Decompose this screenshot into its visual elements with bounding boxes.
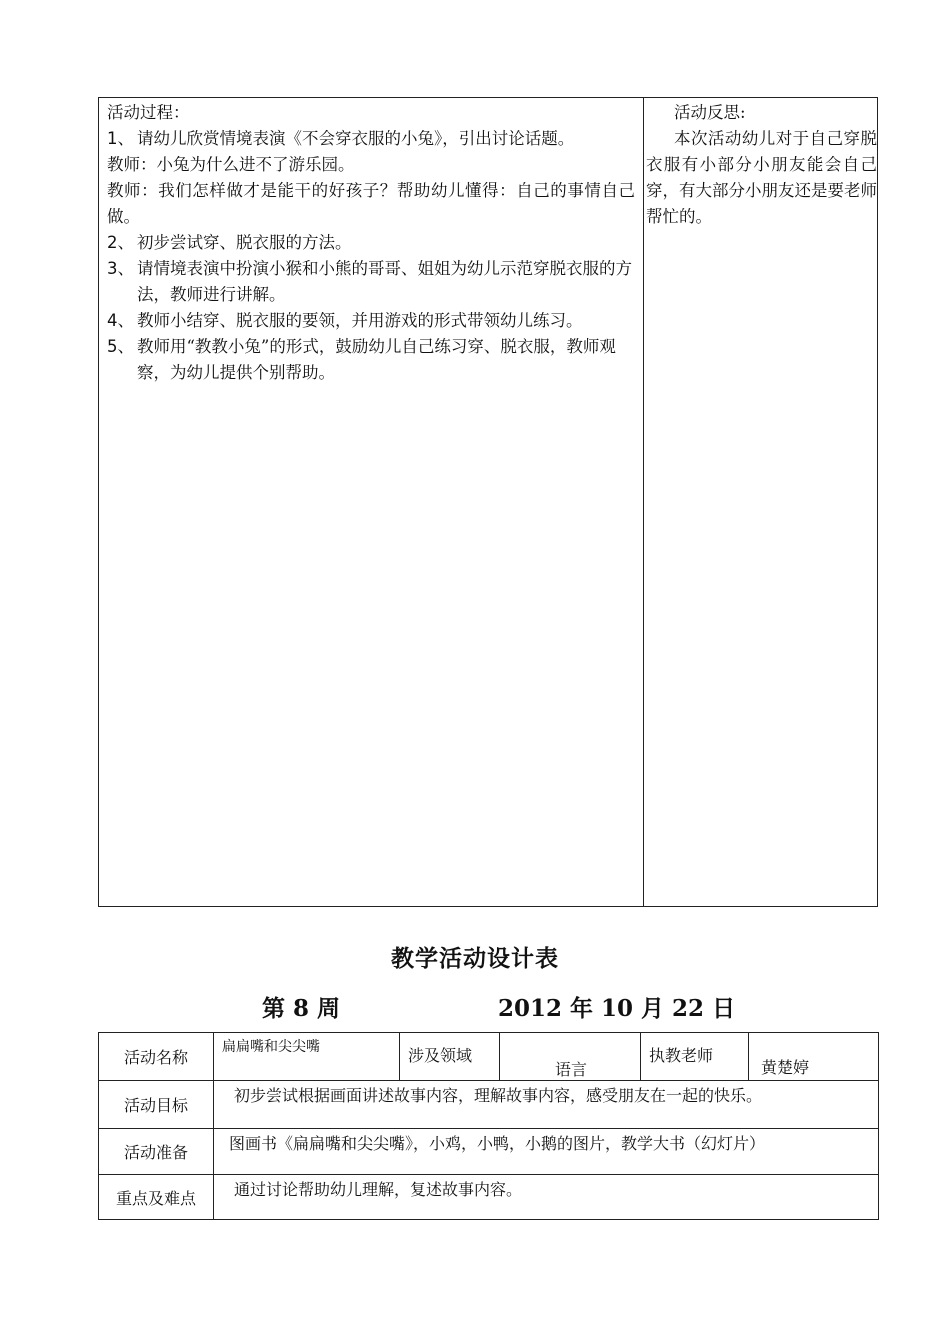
- process-item-number: 1、: [107, 129, 134, 148]
- activity-name-cell: [214, 1033, 400, 1081]
- teacher-label-cell: [641, 1033, 749, 1081]
- goal-value: 初步尝试根据画面讲述故事内容，理解故事内容，感受朋友在一起的快乐。: [234, 1086, 763, 1105]
- table-row: [99, 1129, 879, 1175]
- process-line-teacher-2: 教师：我们怎样做才是能干的好孩子？帮助幼儿懂得：自己的事情自己做。: [107, 181, 635, 226]
- reflection-text: 本次活动幼儿对于自己穿脱衣服有小部分小朋友能会自己穿，有大部分小朋友还是要老师帮忙的。: [646, 129, 877, 226]
- key-points-label: 重点及难点: [99, 1175, 214, 1220]
- process-item-text: 请幼儿欣赏情境表演《不会穿衣服的小兔》，引出讨论话题。: [137, 129, 575, 148]
- process-item-text: 教师小结穿、脱衣服的要领，并用游戏的形式带领幼儿练习。: [137, 311, 583, 330]
- preparation-cell: [214, 1129, 879, 1175]
- process-heading: 活动过程：: [107, 103, 190, 122]
- preparation-value: 图画书《扁扁嘴和尖尖嘴》，小鸡，小鸭，小鹅的图片，教学大书（幻灯片）: [229, 1134, 766, 1153]
- process-item-text: 请情境表演中扮演小猴和小熊的哥哥、姐姐为幼儿示范穿脱衣服的方法，教师进行讲解。: [137, 259, 632, 304]
- process-item-number: 4、: [107, 311, 134, 330]
- reflection-heading: 活动反思:: [674, 103, 746, 122]
- process-item-text: 初步尝试穿、脱衣服的方法。: [137, 233, 352, 252]
- table-row: [99, 1033, 879, 1081]
- preparation-label: 活动准备: [99, 1129, 214, 1175]
- process-item-2: [107, 230, 635, 256]
- date-label: 2012 年 10 月 22 日: [498, 995, 736, 1022]
- domain-value: 语言: [555, 1060, 588, 1079]
- process-item-5: [107, 334, 635, 386]
- process-item-number: 2、: [107, 233, 134, 252]
- goal-label: 活动目标: [99, 1081, 214, 1129]
- activity-process-table: [98, 97, 878, 907]
- week-label: 第 8 周: [262, 995, 341, 1022]
- page-title: 教学活动设计表: [391, 945, 559, 972]
- reflection-column: [644, 98, 879, 906]
- goal-cell: [214, 1081, 879, 1129]
- domain-label-cell: [400, 1033, 500, 1081]
- process-item-1: [107, 126, 635, 152]
- teacher-value-cell: [749, 1033, 879, 1081]
- process-item-text: 教师用“教教小兔”的形式，鼓励幼儿自己练习穿、脱衣服，教师观察，为幼儿提供个别帮助。: [137, 337, 616, 382]
- domain-value-cell: [500, 1033, 641, 1081]
- process-item-number: 5、: [107, 337, 134, 356]
- table-row: [99, 1081, 879, 1129]
- domain-label: 涉及领域: [408, 1046, 473, 1065]
- process-line-teacher-1: 教师：小兔为什么进不了游乐园。: [107, 155, 355, 174]
- activity-design-table: [98, 1032, 879, 1220]
- process-item-4: [107, 308, 635, 334]
- process-item-3: [107, 256, 635, 308]
- process-item-number: 3、: [107, 259, 134, 278]
- activity-name-value: 扁扁嘴和尖尖嘴: [222, 1039, 320, 1055]
- key-points-cell: [214, 1175, 879, 1220]
- table-row: [99, 1175, 879, 1220]
- teacher-label: 执教老师: [649, 1046, 714, 1065]
- activity-name-label: 活动名称: [99, 1033, 214, 1081]
- process-column: [99, 98, 644, 906]
- teacher-value: 黄楚婷: [761, 1058, 810, 1077]
- key-points-value: 通过讨论帮助幼儿理解，复述故事内容。: [234, 1180, 523, 1199]
